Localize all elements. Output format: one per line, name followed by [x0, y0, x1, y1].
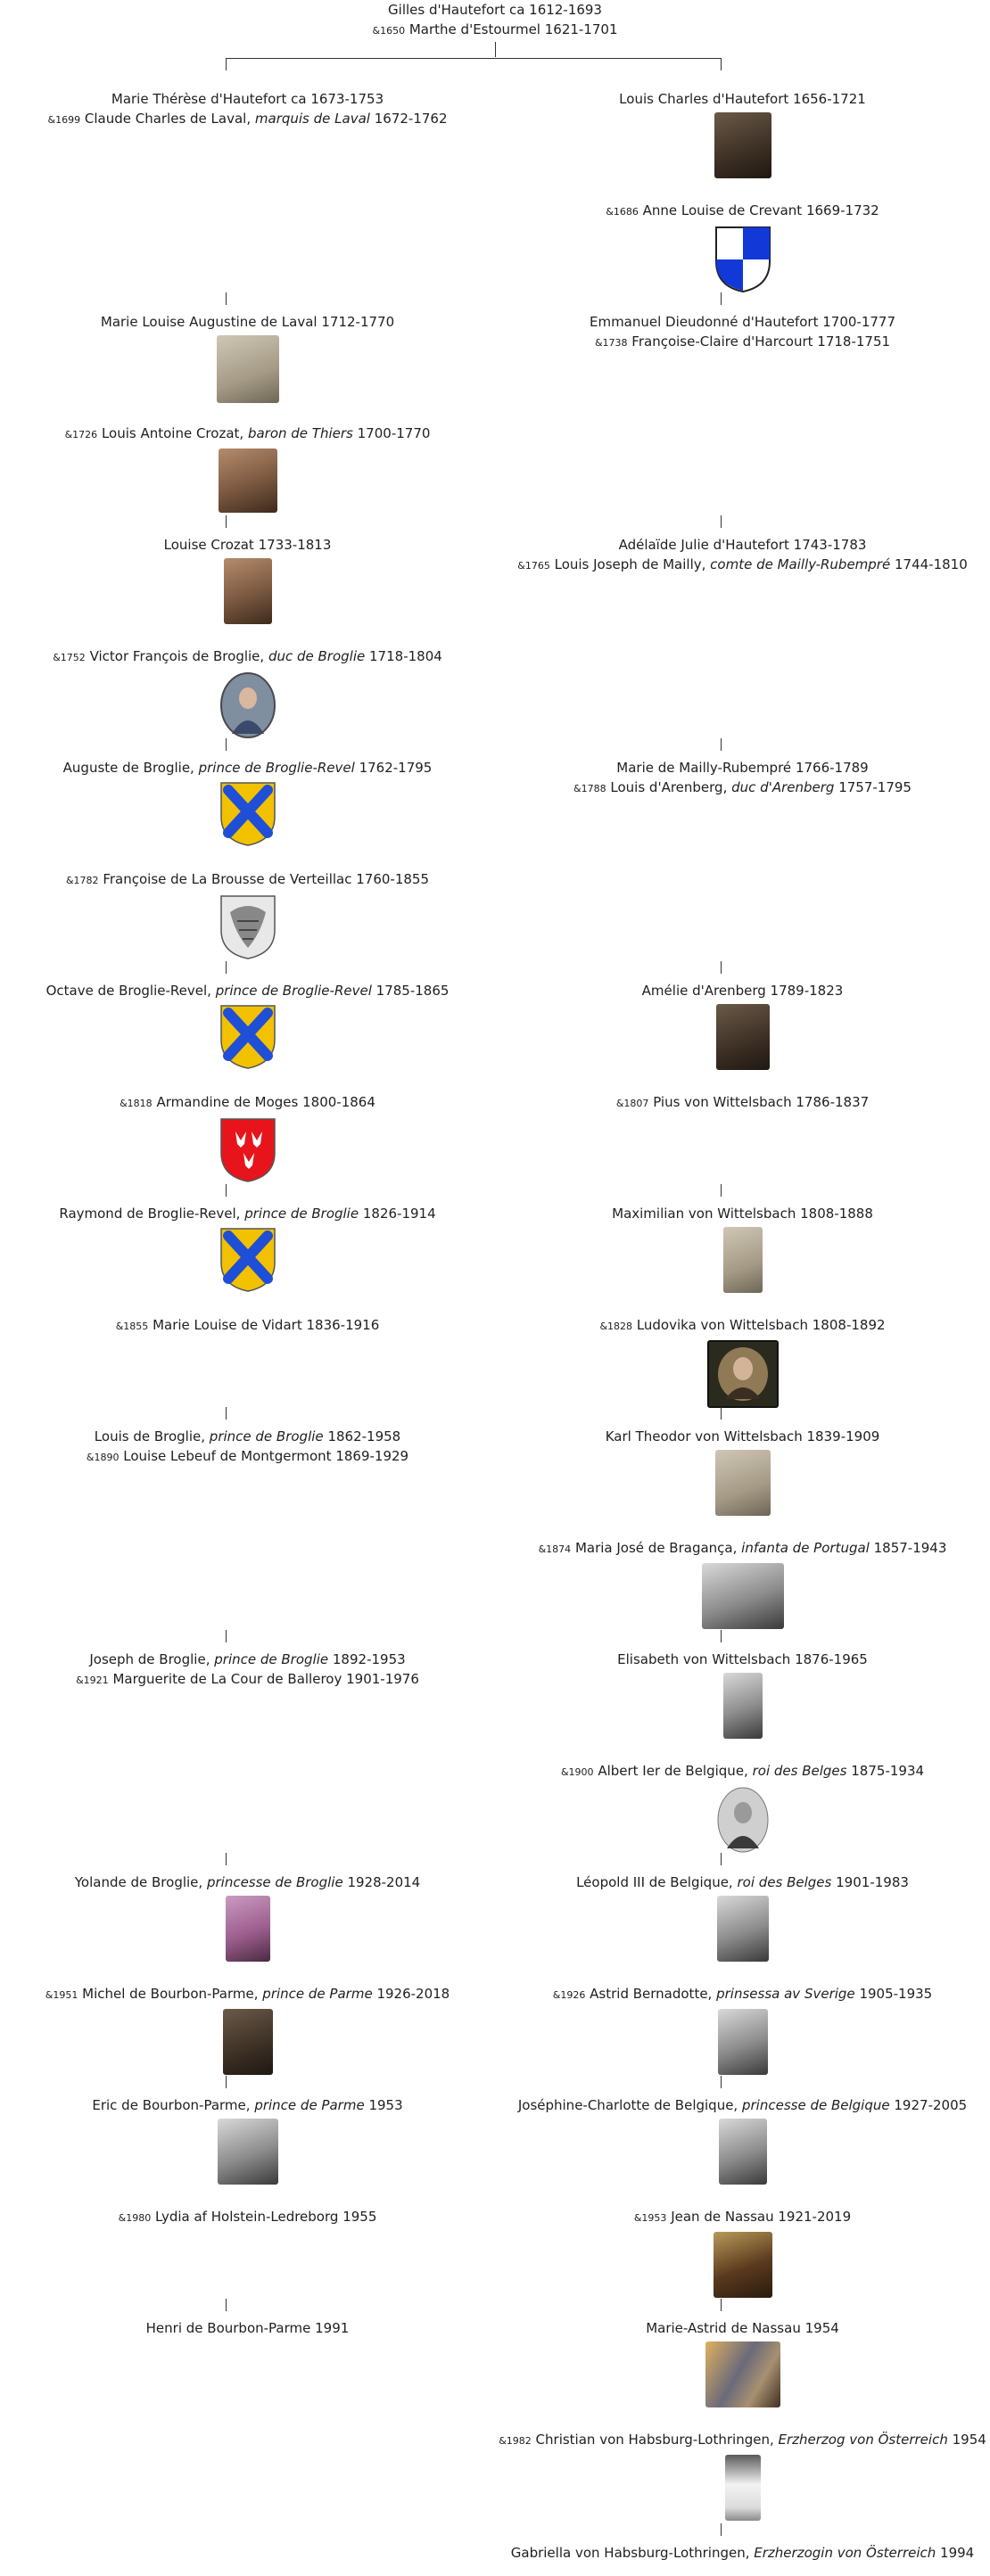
- connector: [721, 2523, 722, 2536]
- person: Eric de Bourbon-Parme, prince de Parme 1953: [92, 2097, 403, 2113]
- tree-node: [0, 869, 495, 960]
- tree-node: [495, 1872, 990, 1962]
- spouse: &1699 Claude Charles de Laval, marquis de Laval 1672-1762: [47, 111, 448, 127]
- right-branch-connector: [721, 58, 722, 70]
- person: Louis Charles d'Hautefort 1656-1721: [619, 91, 866, 107]
- connector: [721, 2299, 722, 2311]
- spouse: &1855 Marie Louise de Vidart 1836-1916: [115, 1317, 380, 1333]
- portrait-image[interactable]: [219, 671, 276, 739]
- person: Adélaïde Julie d'Hautefort 1743-1783: [618, 537, 867, 553]
- photo-image[interactable]: [716, 1786, 770, 1854]
- connector: [226, 292, 227, 305]
- tree-node: [0, 1092, 495, 1183]
- connector: [721, 1184, 722, 1197]
- tree-node: [0, 1650, 495, 1691]
- photo-image[interactable]: [705, 2341, 780, 2407]
- person: Maximilian von Wittelsbach 1808-1888: [612, 1206, 873, 1222]
- tree-node: [495, 2543, 990, 2563]
- spouse: &1890 Louise Lebeuf de Montgermont 1869-1929: [86, 1448, 409, 1464]
- connector: [721, 2076, 722, 2088]
- portrait-image[interactable]: [224, 558, 272, 624]
- left-branch-connector: [226, 58, 227, 70]
- photo-image[interactable]: [702, 1563, 784, 1629]
- connector: [226, 738, 227, 751]
- person: Emmanuel Dieudonné d'Hautefort 1700-1777: [589, 314, 896, 330]
- photo-image[interactable]: [715, 1450, 771, 1516]
- connector: [226, 515, 227, 528]
- tree-node: [0, 2207, 495, 2228]
- branch-connector: [226, 58, 721, 59]
- spouse: &1900 Albert Ier de Belgique, roi des Belges 1875-1934: [560, 1763, 925, 1779]
- spouse: &1828 Ludovika von Wittelsbach 1808-1892: [599, 1317, 886, 1333]
- tree-node: [495, 535, 990, 576]
- tree-node: [0, 535, 495, 624]
- spouse: &1788 Louis d'Arenberg, duc d'Arenberg 1757-1795: [573, 779, 912, 795]
- photo-image[interactable]: [223, 2009, 273, 2075]
- coat-of-arms-icon[interactable]: [219, 781, 276, 847]
- root-spouse[interactable]: Marthe d'Estourmel 1621-1701: [408, 21, 618, 37]
- tree-node: [0, 1204, 495, 1293]
- tree-node: [495, 758, 990, 799]
- tree-node: [495, 1650, 990, 1739]
- photo-image[interactable]: [218, 2119, 278, 2185]
- connector: [226, 1407, 227, 1420]
- connector: [721, 1407, 722, 1420]
- tree-node: [495, 1761, 990, 1854]
- spouse: &1818 Armandine de Moges 1800-1864: [120, 1094, 375, 1110]
- coat-of-arms-icon[interactable]: [219, 1227, 276, 1293]
- photo-image[interactable]: [725, 2455, 761, 2521]
- tree-node: [495, 1427, 990, 1516]
- spouse: &1874 Maria José de Bragança, infanta de Portugal 1857-1943: [538, 1540, 947, 1556]
- spouse: &1982 Christian von Habsburg-Lothringen, Erzherzog von Österreich 1954: [499, 2432, 986, 2448]
- tree-node: [0, 758, 495, 847]
- person: Marie Thérèse d'Hautefort ca 1673-1753: [111, 91, 384, 107]
- photo-image[interactable]: [717, 1896, 769, 1962]
- connector: [226, 2299, 227, 2311]
- tree-node: [0, 1872, 495, 1962]
- person: Joseph de Broglie, prince de Broglie 1892-1953: [89, 1651, 406, 1667]
- tree-node: [495, 1538, 990, 1629]
- portrait-image[interactable]: [716, 1004, 770, 1070]
- tree-node: [0, 424, 495, 513]
- person: Marie de Mailly-Rubempré 1766-1789: [616, 760, 869, 776]
- spouse: &1765 Louis Joseph de Mailly, comte de Mailly-Rubempré 1744-1810: [517, 556, 968, 572]
- tree-node: [495, 201, 990, 293]
- spouse: &1953 Jean de Nassau 1921-2019: [633, 2209, 852, 2225]
- root-person[interactable]: Gilles d'Hautefort ca 1612-1693: [388, 2, 602, 18]
- photo-image[interactable]: [723, 1673, 763, 1739]
- coat-of-arms-icon[interactable]: [714, 226, 771, 293]
- photo-image[interactable]: [723, 1227, 763, 1293]
- tree-node: [495, 89, 990, 178]
- person: Karl Theodor von Wittelsbach 1839-1909: [605, 1428, 880, 1444]
- person: Marie-Astrid de Nassau 1954: [646, 2320, 839, 2336]
- portrait-image[interactable]: [219, 449, 277, 513]
- tree-node: [0, 1427, 495, 1468]
- tree-node: [0, 312, 495, 403]
- tree-node: [0, 2095, 495, 2185]
- person: Raymond de Broglie-Revel, prince de Broglie 1826-1914: [59, 1206, 436, 1222]
- spouse: &1752 Victor François de Broglie, duc de Broglie 1718-1804: [53, 648, 442, 664]
- coat-of-arms-icon[interactable]: [219, 1004, 276, 1070]
- spouse: &1782 Françoise de La Brousse de Verteillac 1760-1855: [65, 871, 430, 887]
- tree-node: [495, 981, 990, 1070]
- spouse: &1951 Michel de Bourbon-Parme, prince de Parme 1926-2018: [45, 1986, 450, 2002]
- spouse: &1921 Marguerite de La Cour de Balleroy 1901-1976: [76, 1671, 419, 1687]
- person: Léopold III de Belgique, roi des Belges 1901-1983: [576, 1874, 909, 1890]
- tree-node: [0, 1315, 495, 1337]
- tree-node: [495, 2095, 990, 2185]
- connector: [721, 292, 722, 305]
- tree-node: [495, 2430, 990, 2521]
- root-couple: [0, 0, 990, 41]
- tree-node: [495, 1315, 990, 1408]
- person: Elisabeth von Wittelsbach 1876-1965: [617, 1651, 868, 1667]
- spouse: &1926 Astrid Bernadotte, prinsessa av Sverige 1905-1935: [552, 1986, 933, 2002]
- spouse: &1738 Françoise-Claire d'Harcourt 1718-1751: [594, 333, 891, 350]
- person: Amélie d'Arenberg 1789-1823: [641, 983, 844, 999]
- root-connector: [495, 42, 496, 57]
- tree-node: [0, 646, 495, 739]
- person: Yolande de Broglie, princesse de Broglie 1928-2014: [74, 1874, 421, 1890]
- spouse: &1807 Pius von Wittelsbach 1786-1837: [615, 1094, 870, 1110]
- photo-image[interactable]: [226, 1896, 270, 1962]
- person: Auguste de Broglie, prince de Broglie-Revel 1762-1795: [62, 760, 433, 776]
- connector: [226, 1184, 227, 1197]
- connector: [226, 1630, 227, 1642]
- tree-node: [0, 981, 495, 1070]
- connector: [226, 2076, 227, 2088]
- photo-image[interactable]: [718, 2009, 768, 2075]
- tree-node: [495, 2318, 990, 2407]
- connector: [226, 961, 227, 974]
- connector: [721, 961, 722, 974]
- connector: [226, 1853, 227, 1865]
- person: Marie Louise Augustine de Laval 1712-1770: [100, 314, 395, 330]
- photo-image[interactable]: [714, 2232, 772, 2298]
- connector: [721, 515, 722, 528]
- connector: [721, 1630, 722, 1642]
- portrait-image[interactable]: [707, 1340, 779, 1408]
- portrait-image[interactable]: [714, 112, 771, 178]
- tree-node: [0, 1984, 495, 2075]
- tree-node: [495, 1204, 990, 1293]
- spouse: &1686 Anne Louise de Crevant 1669-1732: [606, 202, 879, 218]
- root-spouse-line: [0, 20, 990, 41]
- person: Gabriella von Habsburg-Lothringen, Erzherzogin von Österreich 1994: [510, 2545, 975, 2561]
- tree-node: [495, 1984, 990, 2075]
- spouse: &1980 Lydia af Holstein-Ledreborg 1955: [118, 2209, 377, 2225]
- tree-node: [0, 2318, 495, 2338]
- tree-node: [495, 2207, 990, 2298]
- person: Louis de Broglie, prince de Broglie 1862-1958: [94, 1428, 401, 1444]
- person: Octave de Broglie-Revel, prince de Broglie-Revel 1785-1865: [45, 983, 450, 999]
- person: Joséphine-Charlotte de Belgique, princesse de Belgique 1927-2005: [517, 2097, 968, 2113]
- person: Henri de Bourbon-Parme 1991: [145, 2320, 350, 2336]
- coat-of-arms-icon[interactable]: [219, 1117, 276, 1183]
- tree-node: [0, 89, 495, 130]
- portrait-image[interactable]: [217, 335, 279, 403]
- coat-of-arms-icon[interactable]: [219, 894, 276, 960]
- connector: [721, 1853, 722, 1865]
- tree-node: [495, 312, 990, 353]
- tree-node: [495, 1092, 990, 1114]
- photo-image[interactable]: [719, 2119, 767, 2185]
- person: Louise Crozat 1733-1813: [163, 537, 332, 553]
- connector: [721, 738, 722, 751]
- marriage-year: &1650: [372, 25, 406, 37]
- spouse: &1726 Louis Antoine Crozat, baron de Thiers 1700-1770: [64, 425, 431, 441]
